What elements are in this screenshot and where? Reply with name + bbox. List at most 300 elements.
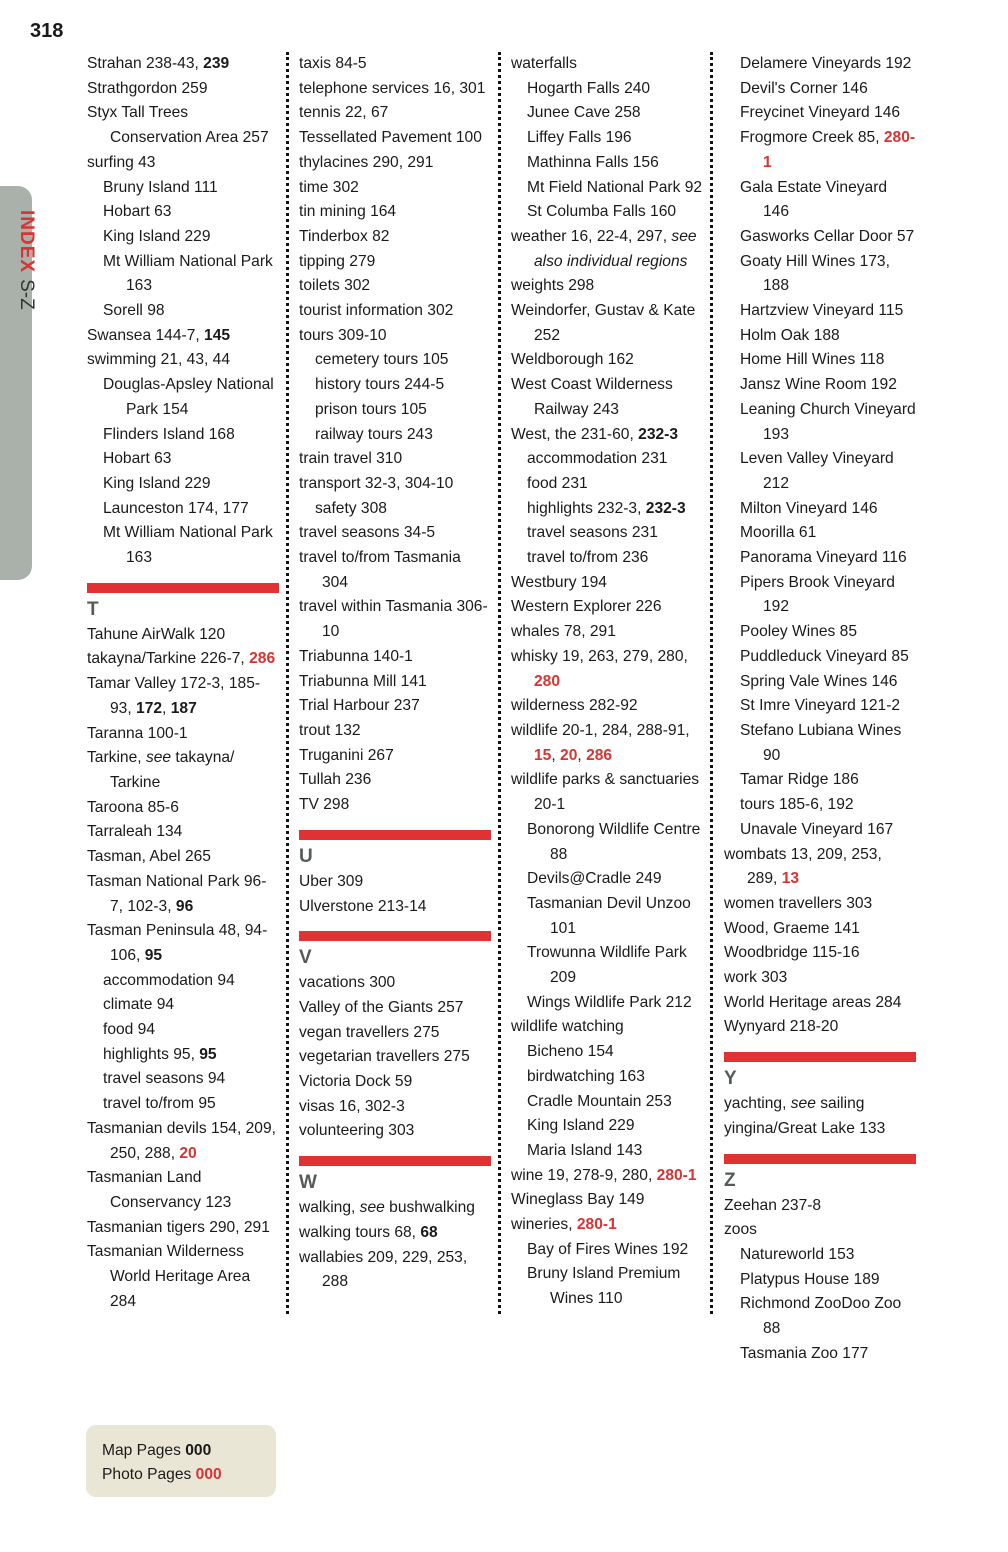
entry-text: Richmond ZooDoo Zoo 88 <box>740 1295 902 1338</box>
index-subentry <box>511 472 703 497</box>
photo-page-ref: 280 <box>534 672 561 690</box>
index-subentry <box>724 101 916 126</box>
index-entry <box>299 151 491 176</box>
index-entry <box>87 623 279 648</box>
entry-text: St Columba Falls 160 <box>527 203 677 221</box>
index-subentry <box>511 497 703 522</box>
entry-text: Stefano Lubiana Wines 90 <box>740 721 902 764</box>
index-entry <box>87 77 279 102</box>
entry-text: travel to/from 236 <box>527 549 649 567</box>
entry-text: toilets 302 <box>299 277 371 295</box>
entry-text: Unavale Vineyard 167 <box>740 820 894 838</box>
index-entry <box>87 820 279 845</box>
entry-text: Sorell 98 <box>103 302 165 320</box>
heading-rule <box>724 1154 916 1164</box>
entry-text: Tamar Ridge 186 <box>740 771 859 789</box>
index-subentry <box>724 793 916 818</box>
index-subentry <box>511 1065 703 1090</box>
entry-text: World Heritage areas 284 <box>724 993 902 1011</box>
entry-text: Hogarth Falls 240 <box>527 79 651 97</box>
index-entry <box>299 176 491 201</box>
entry-text: telephone services 16, 301 <box>299 79 486 97</box>
entry-text: Tullah 236 <box>299 771 372 789</box>
index-subentry <box>87 373 279 422</box>
index-entry <box>299 1045 491 1070</box>
entry-text: Victoria Dock 59 <box>299 1073 413 1091</box>
entry-text: Tasmanian devils 154, 209, 250, 288, <box>87 1119 276 1162</box>
heading-rule <box>299 830 491 840</box>
index-entry <box>299 101 491 126</box>
entry-text: Woodbridge 115-16 <box>724 944 860 962</box>
index-subentry <box>724 620 916 645</box>
index-entry <box>87 1166 279 1215</box>
heading-letter: T <box>87 598 99 620</box>
index-entry <box>511 694 703 719</box>
entry-text: yingina/Great Lake 133 <box>724 1119 886 1137</box>
entry-text: Frogmore Creek 85, <box>740 129 884 147</box>
entry-text: wildlife watching <box>511 1018 624 1036</box>
index-column-2 <box>299 52 491 1295</box>
column-divider <box>710 52 713 1314</box>
entry-text: Pipers Brook Vineyard 192 <box>740 573 895 616</box>
entry-text: Trial Harbour 237 <box>299 697 420 715</box>
entry-text: zoos <box>724 1221 757 1239</box>
entry-text: Spring Vale Wines 146 <box>740 672 898 690</box>
photo-page-ref: 280-1 <box>576 1216 617 1234</box>
entry-text: tin mining 164 <box>299 203 397 221</box>
index-entry <box>299 225 491 250</box>
photo-page-ref: 20 <box>560 746 578 764</box>
entry-text: highlights 232-3, <box>527 499 646 517</box>
entry-text: Triabunna Mill 141 <box>299 672 427 690</box>
entry-text: Flinders Island 168 <box>103 425 235 443</box>
index-subentry <box>724 497 916 522</box>
entry-text: vegetarian travellers 275 <box>299 1048 470 1066</box>
index-entry <box>511 645 703 694</box>
entry-text: walking tours 68, <box>299 1223 421 1241</box>
index-entry <box>511 52 703 77</box>
index-subentry <box>724 1292 916 1341</box>
entry-text: Zeehan 237-8 <box>724 1196 822 1214</box>
entry-text: Triabunna 140-1 <box>299 647 413 665</box>
index-subentry <box>724 521 916 546</box>
entry-text: TV 298 <box>299 796 350 814</box>
index-subentry <box>511 546 703 571</box>
index-subentry <box>724 719 916 768</box>
heading-letter: U <box>299 845 313 867</box>
entry-text: cemetery tours 105 <box>315 351 449 369</box>
index-entry <box>299 1246 491 1295</box>
index-entry <box>299 447 491 472</box>
index-subentry <box>724 546 916 571</box>
index-subentry <box>511 126 703 151</box>
entry-text: tipping 279 <box>299 252 376 270</box>
entry-text: train travel 310 <box>299 450 403 468</box>
index-subentry <box>511 1139 703 1164</box>
index-subentry <box>511 176 703 201</box>
entry-text: surfing 43 <box>87 153 156 171</box>
index-subentry <box>87 200 279 225</box>
index-entry <box>299 299 491 324</box>
index-entry <box>299 324 491 349</box>
entry-text: takayna/ Tarkine <box>110 749 235 791</box>
entry-text: Tasman National Park 96-7, 102-3, <box>87 872 267 915</box>
index-entry <box>724 917 916 942</box>
index-subentry <box>724 447 916 496</box>
entry-text: , <box>162 699 171 717</box>
entry-text: Hobart 63 <box>103 203 172 221</box>
index-subentry <box>511 991 703 1016</box>
index-subentry <box>724 645 916 670</box>
entry-text: Strathgordon 259 <box>87 79 208 97</box>
entry-text: Swansea 144-7, <box>87 326 205 344</box>
entry-text: Hobart 63 <box>103 450 172 468</box>
entry-text: Westbury 194 <box>511 573 607 591</box>
index-subentry <box>724 348 916 373</box>
index-subentry <box>87 497 279 522</box>
map-page-ref: 232-3 <box>645 499 686 517</box>
index-entry <box>299 1221 491 1246</box>
entry-text: Goaty Hill Wines 173, 188 <box>740 252 890 295</box>
index-entry <box>724 991 916 1016</box>
index-subentry <box>299 497 491 522</box>
column-divider <box>498 52 501 1314</box>
entry-text: food 94 <box>103 1021 156 1039</box>
entry-text: tennis 22, 67 <box>299 104 389 122</box>
index-subentry <box>87 969 279 994</box>
photo-page-ref: 286 <box>249 650 276 668</box>
entry-text: , <box>577 746 587 764</box>
photo-page-ref: 286 <box>586 746 613 764</box>
photo-pages-value: 000 <box>195 1466 222 1483</box>
index-subentry <box>511 1262 703 1311</box>
index-entry <box>724 1092 916 1117</box>
entry-text: Strahan 238-43, <box>87 55 204 72</box>
entry-text: Western Explorer 226 <box>511 598 662 616</box>
index-entry <box>299 971 491 996</box>
entry-text: Milton Vineyard 146 <box>740 499 878 517</box>
entry-text: safety 308 <box>315 499 387 517</box>
index-subentry <box>724 694 916 719</box>
entry-text: Junee Cave 258 <box>527 104 641 122</box>
index-entry <box>511 225 703 274</box>
index-subentry <box>87 1092 279 1117</box>
index-column-1 <box>87 52 279 1314</box>
index-entry <box>511 423 703 448</box>
entry-text: Tasman, Abel 265 <box>87 848 211 866</box>
entry-text: West Coast Wilderness Railway 243 <box>511 376 673 418</box>
entry-text: King Island 229 <box>103 227 211 245</box>
entry-text: weights 298 <box>511 277 595 295</box>
entry-text: Holm Oak 188 <box>740 326 840 344</box>
heading-letter: Y <box>724 1068 737 1090</box>
entry-text: food 231 <box>527 474 588 492</box>
index-entry <box>299 126 491 151</box>
index-subentry <box>299 373 491 398</box>
side-tab-title: INDEX <box>16 210 37 274</box>
entry-text: King Island 229 <box>527 1117 635 1135</box>
map-page-ref: 96 <box>175 897 194 915</box>
entry-text: Styx Tall Trees Conservation Area 257 <box>87 104 269 147</box>
map-page-ref: 187 <box>170 699 197 717</box>
index-subentry <box>299 398 491 423</box>
index-entry <box>299 670 491 695</box>
index-entry <box>299 521 491 546</box>
entry-text: trout 132 <box>299 721 361 739</box>
index-subentry <box>724 1243 916 1268</box>
index-subentry <box>299 423 491 448</box>
entry-text: Bonorong Wildlife Centre 88 <box>527 820 701 863</box>
entry-text: thylacines 290, 291 <box>299 153 434 171</box>
entry-text: walking, <box>299 1199 360 1217</box>
entry-text: Tasmanian Devil Unzoo 101 <box>527 894 691 937</box>
entry-text: Natureworld 153 <box>740 1245 855 1263</box>
entry-text: Uber 309 <box>299 872 364 890</box>
entry-text: Mt William National Park 163 <box>103 252 273 295</box>
index-entry <box>299 77 491 102</box>
entry-text: travel seasons 231 <box>527 524 658 542</box>
entry-text: swimming 21, 43, 44 <box>87 351 231 369</box>
entry-text: travel to/from Tasmania 304 <box>299 549 461 591</box>
index-entry <box>299 1196 491 1221</box>
letter-heading <box>299 931 491 971</box>
index-entry <box>87 870 279 919</box>
entry-text: sailing <box>815 1095 865 1113</box>
index-subentry <box>511 892 703 941</box>
index-subentry <box>511 151 703 176</box>
entry-text: Weindorfer, Gustav & Kate 252 <box>511 302 696 344</box>
index-entry <box>511 571 703 596</box>
entry-text: women travellers 303 <box>724 894 873 912</box>
entry-text: St Imre Vineyard 121-2 <box>740 697 901 715</box>
index-entry <box>299 1119 491 1144</box>
index-subentry <box>511 521 703 546</box>
index-entry <box>299 274 491 299</box>
index-entry <box>511 373 703 422</box>
index-subentry <box>299 348 491 373</box>
entry-text: travel to/from 95 <box>103 1095 216 1113</box>
index-subentry <box>511 1040 703 1065</box>
index-subentry <box>724 299 916 324</box>
letter-heading <box>724 1052 916 1092</box>
index-entry <box>299 1070 491 1095</box>
index-entry <box>299 996 491 1021</box>
index-entry <box>299 200 491 225</box>
entry-text: Wings Wildlife Park 212 <box>527 993 692 1011</box>
heading-rule <box>87 583 279 593</box>
entry-text: Tinderbox 82 <box>299 227 390 245</box>
index-subentry <box>724 126 916 175</box>
page-number: 318 <box>30 20 64 42</box>
photo-page-ref: 15 <box>534 746 552 764</box>
entry-text: time 302 <box>299 178 359 196</box>
entry-text: Jansz Wine Room 192 <box>740 376 897 394</box>
index-subentry <box>87 1043 279 1068</box>
index-subentry <box>511 867 703 892</box>
entry-text: Valley of the Giants 257 <box>299 998 464 1016</box>
index-entry <box>724 892 916 917</box>
entry-text: Mt Field National Park 92 <box>527 178 703 196</box>
index-subentry <box>511 941 703 990</box>
index-subentry <box>511 200 703 225</box>
map-page-ref: 239 <box>203 55 230 72</box>
index-entry <box>299 719 491 744</box>
index-entry <box>87 919 279 968</box>
index-subentry <box>724 818 916 843</box>
entry-text: Taroona 85-6 <box>87 798 179 816</box>
entry-text: Liffey Falls 196 <box>527 129 632 147</box>
entry-text: Moorilla 61 <box>740 524 817 542</box>
index-entry <box>299 52 491 77</box>
index-subentry <box>511 447 703 472</box>
letter-heading <box>299 1156 491 1196</box>
entry-text: weather 16, 22-4, 297, <box>511 227 672 245</box>
index-column-3 <box>511 52 703 1312</box>
page-legend <box>86 1425 276 1497</box>
index-subentry <box>87 423 279 448</box>
index-entry <box>724 1194 916 1219</box>
entry-text: Wineglass Bay 149 <box>511 1191 645 1209</box>
entry-text: Maria Island 143 <box>527 1141 643 1159</box>
entry-text: Bruny Island 111 <box>103 178 218 196</box>
index-subentry <box>511 1090 703 1115</box>
letter-heading <box>299 830 491 870</box>
entry-text: birdwatching 163 <box>527 1067 645 1085</box>
entry-text: tours 185-6, 192 <box>740 796 854 814</box>
entry-text: Tasmania Zoo 177 <box>740 1344 869 1362</box>
entry-text: Mathinna Falls 156 <box>527 153 659 171</box>
entry-text: whisky 19, 263, 279, 280, <box>511 647 688 665</box>
photo-page-ref: 280-1 <box>656 1166 697 1184</box>
entry-text: see <box>359 1199 385 1217</box>
entry-text: Panorama Vineyard 116 <box>740 549 907 567</box>
index-entry <box>299 250 491 275</box>
entry-text: history tours 244-5 <box>315 376 445 394</box>
entry-text: Tasman Peninsula 48, 94-106, <box>87 922 268 964</box>
index-entry <box>299 793 491 818</box>
index-subentry <box>724 176 916 225</box>
index-subentry <box>87 1018 279 1043</box>
index-entry <box>511 1164 703 1189</box>
entry-text: Weldborough 162 <box>511 351 634 369</box>
entry-text: Freycinet Vineyard 146 <box>740 104 901 122</box>
index-entry <box>299 595 491 644</box>
index-entry <box>299 768 491 793</box>
entry-text: Tarraleah 134 <box>87 823 183 841</box>
entry-text: see <box>790 1095 816 1113</box>
entry-text: Tamar Valley 172-3, 185-93, <box>87 675 261 717</box>
index-entry <box>87 647 279 672</box>
index-entry <box>724 1218 916 1243</box>
index-entry <box>299 895 491 920</box>
entry-text: wallabies 209, 229, 253, 288 <box>299 1248 468 1291</box>
index-entry <box>511 620 703 645</box>
index-entry <box>511 595 703 620</box>
entry-text: prison tours 105 <box>315 400 427 418</box>
index-entry <box>511 274 703 299</box>
index-subentry <box>87 993 279 1018</box>
entry-text: Wood, Graeme 141 <box>724 919 860 937</box>
index-entry <box>87 1240 279 1314</box>
entry-text: Truganini 267 <box>299 746 394 764</box>
entry-text: Wynyard 218-20 <box>724 1018 839 1036</box>
index-subentry <box>87 225 279 250</box>
index-entry <box>87 348 279 373</box>
index-column-4 <box>724 52 916 1366</box>
index-subentry <box>724 1342 916 1367</box>
entry-text: Tarkine, <box>87 749 146 767</box>
entry-text: travel seasons 34-5 <box>299 524 436 542</box>
entry-text: Leaning Church Vineyard 193 <box>740 400 916 443</box>
entry-text: Ulverstone 213-14 <box>299 897 427 915</box>
map-page-ref: 232-3 <box>638 425 679 443</box>
index-entry <box>511 719 703 768</box>
heading-rule <box>724 1052 916 1062</box>
map-page-ref: 95 <box>144 946 163 964</box>
index-subentry <box>87 447 279 472</box>
index-subentry <box>724 670 916 695</box>
index-subentry <box>511 818 703 867</box>
heading-letter: Z <box>724 1169 736 1191</box>
entry-text: volunteering 303 <box>299 1122 415 1140</box>
index-entry <box>87 324 279 349</box>
index-entry <box>724 941 916 966</box>
heading-letter: V <box>299 947 312 969</box>
index-entry <box>87 796 279 821</box>
index-subentry <box>724 768 916 793</box>
index-subentry <box>724 324 916 349</box>
index-subentry <box>511 1114 703 1139</box>
entry-text: accommodation 94 <box>103 971 235 989</box>
entry-text: visas 16, 302-3 <box>299 1097 405 1115</box>
index-subentry <box>724 571 916 620</box>
index-subentry <box>87 472 279 497</box>
entry-text: travel within Tasmania 306-10 <box>299 598 488 641</box>
entry-text: Leven Valley Vineyard 212 <box>740 450 894 492</box>
entry-text: wineries, <box>511 1216 577 1234</box>
heading-rule <box>299 931 491 941</box>
index-entry <box>299 870 491 895</box>
index-subentry <box>87 521 279 570</box>
entry-text: Bruny Island Premium Wines 110 <box>527 1265 681 1308</box>
entry-text: Mt William National Park 163 <box>103 524 273 567</box>
index-subentry <box>511 77 703 102</box>
entry-text: yachting, <box>724 1095 791 1113</box>
side-tab-range: S-Z <box>16 279 37 310</box>
entry-text: Gasworks Cellar Door 57 <box>740 227 915 245</box>
entry-text: Devils@Cradle 249 <box>527 870 662 888</box>
map-page-ref: 68 <box>420 1223 438 1241</box>
index-entry <box>511 299 703 348</box>
index-entry <box>87 672 279 721</box>
entry-text: Douglas-Apsley National Park 154 <box>103 376 274 418</box>
entry-text: Cradle Mountain 253 <box>527 1092 672 1110</box>
index-subentry <box>511 1238 703 1263</box>
index-subentry <box>724 225 916 250</box>
index-entry <box>724 1117 916 1142</box>
entry-text: transport 32-3, 304-10 <box>299 474 454 492</box>
entry-text: work 303 <box>724 969 788 987</box>
index-entry <box>87 746 279 795</box>
index-entry <box>87 1117 279 1166</box>
map-page-ref: 145 <box>204 326 231 344</box>
index-entry <box>724 843 916 892</box>
map-page-ref: 95 <box>199 1045 217 1063</box>
index-entry <box>511 1213 703 1238</box>
index-subentry <box>87 176 279 201</box>
index-entry <box>299 744 491 769</box>
index-subentry <box>87 299 279 324</box>
